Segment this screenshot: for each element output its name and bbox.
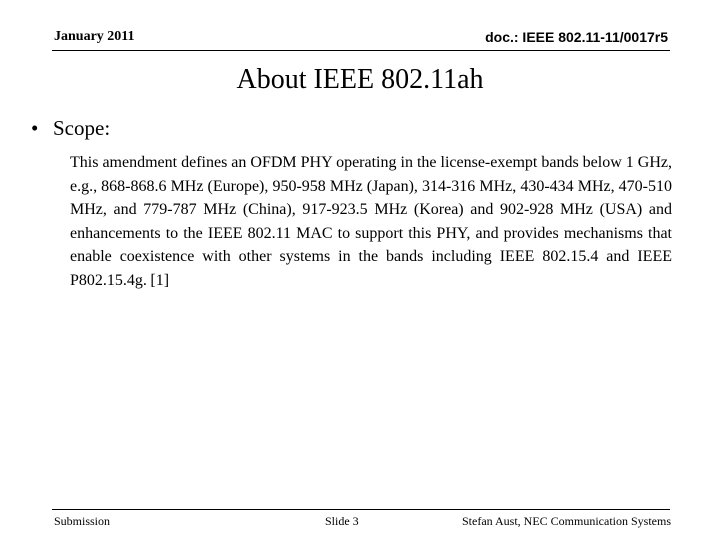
header-divider [52,50,670,51]
footer-slide-number: Slide 3 [325,514,359,528]
slide-title: About IEEE 802.11ah [236,64,484,95]
scope-body-text: This amendment defines an OFDM PHY operating in the license-exempt bands below 1 GHz, e.g., 868-868.6 MHz (Europe), 950-958 MHz (Japan), 314-316 MHz, 430-434 MHz, 470-510 MHz, and 779-787 MHz (China), 917-923.5 MHz (Korea) and 902-928 MHz (USA) and enhancements to the IEEE 802.11 MAC to support this PHY, and provides mechanisms that enable coexistence with other systems in the bands including IEEE 802.15.4 and IEEE P802.15.4g. [1] [70,154,672,289]
footer-divider [52,509,670,510]
header-date: January 2011 [54,29,135,44]
footer-author: Stefan Aust, NEC Communication Systems [462,514,671,528]
footer-submission: Submission [54,514,111,528]
bullet-item-scope [31,115,110,141]
header-doc-id: doc.: IEEE 802.11-11/0017r5 [485,29,668,45]
bullet-icon: • [31,116,39,140]
bullet-label: Scope: [53,116,111,140]
